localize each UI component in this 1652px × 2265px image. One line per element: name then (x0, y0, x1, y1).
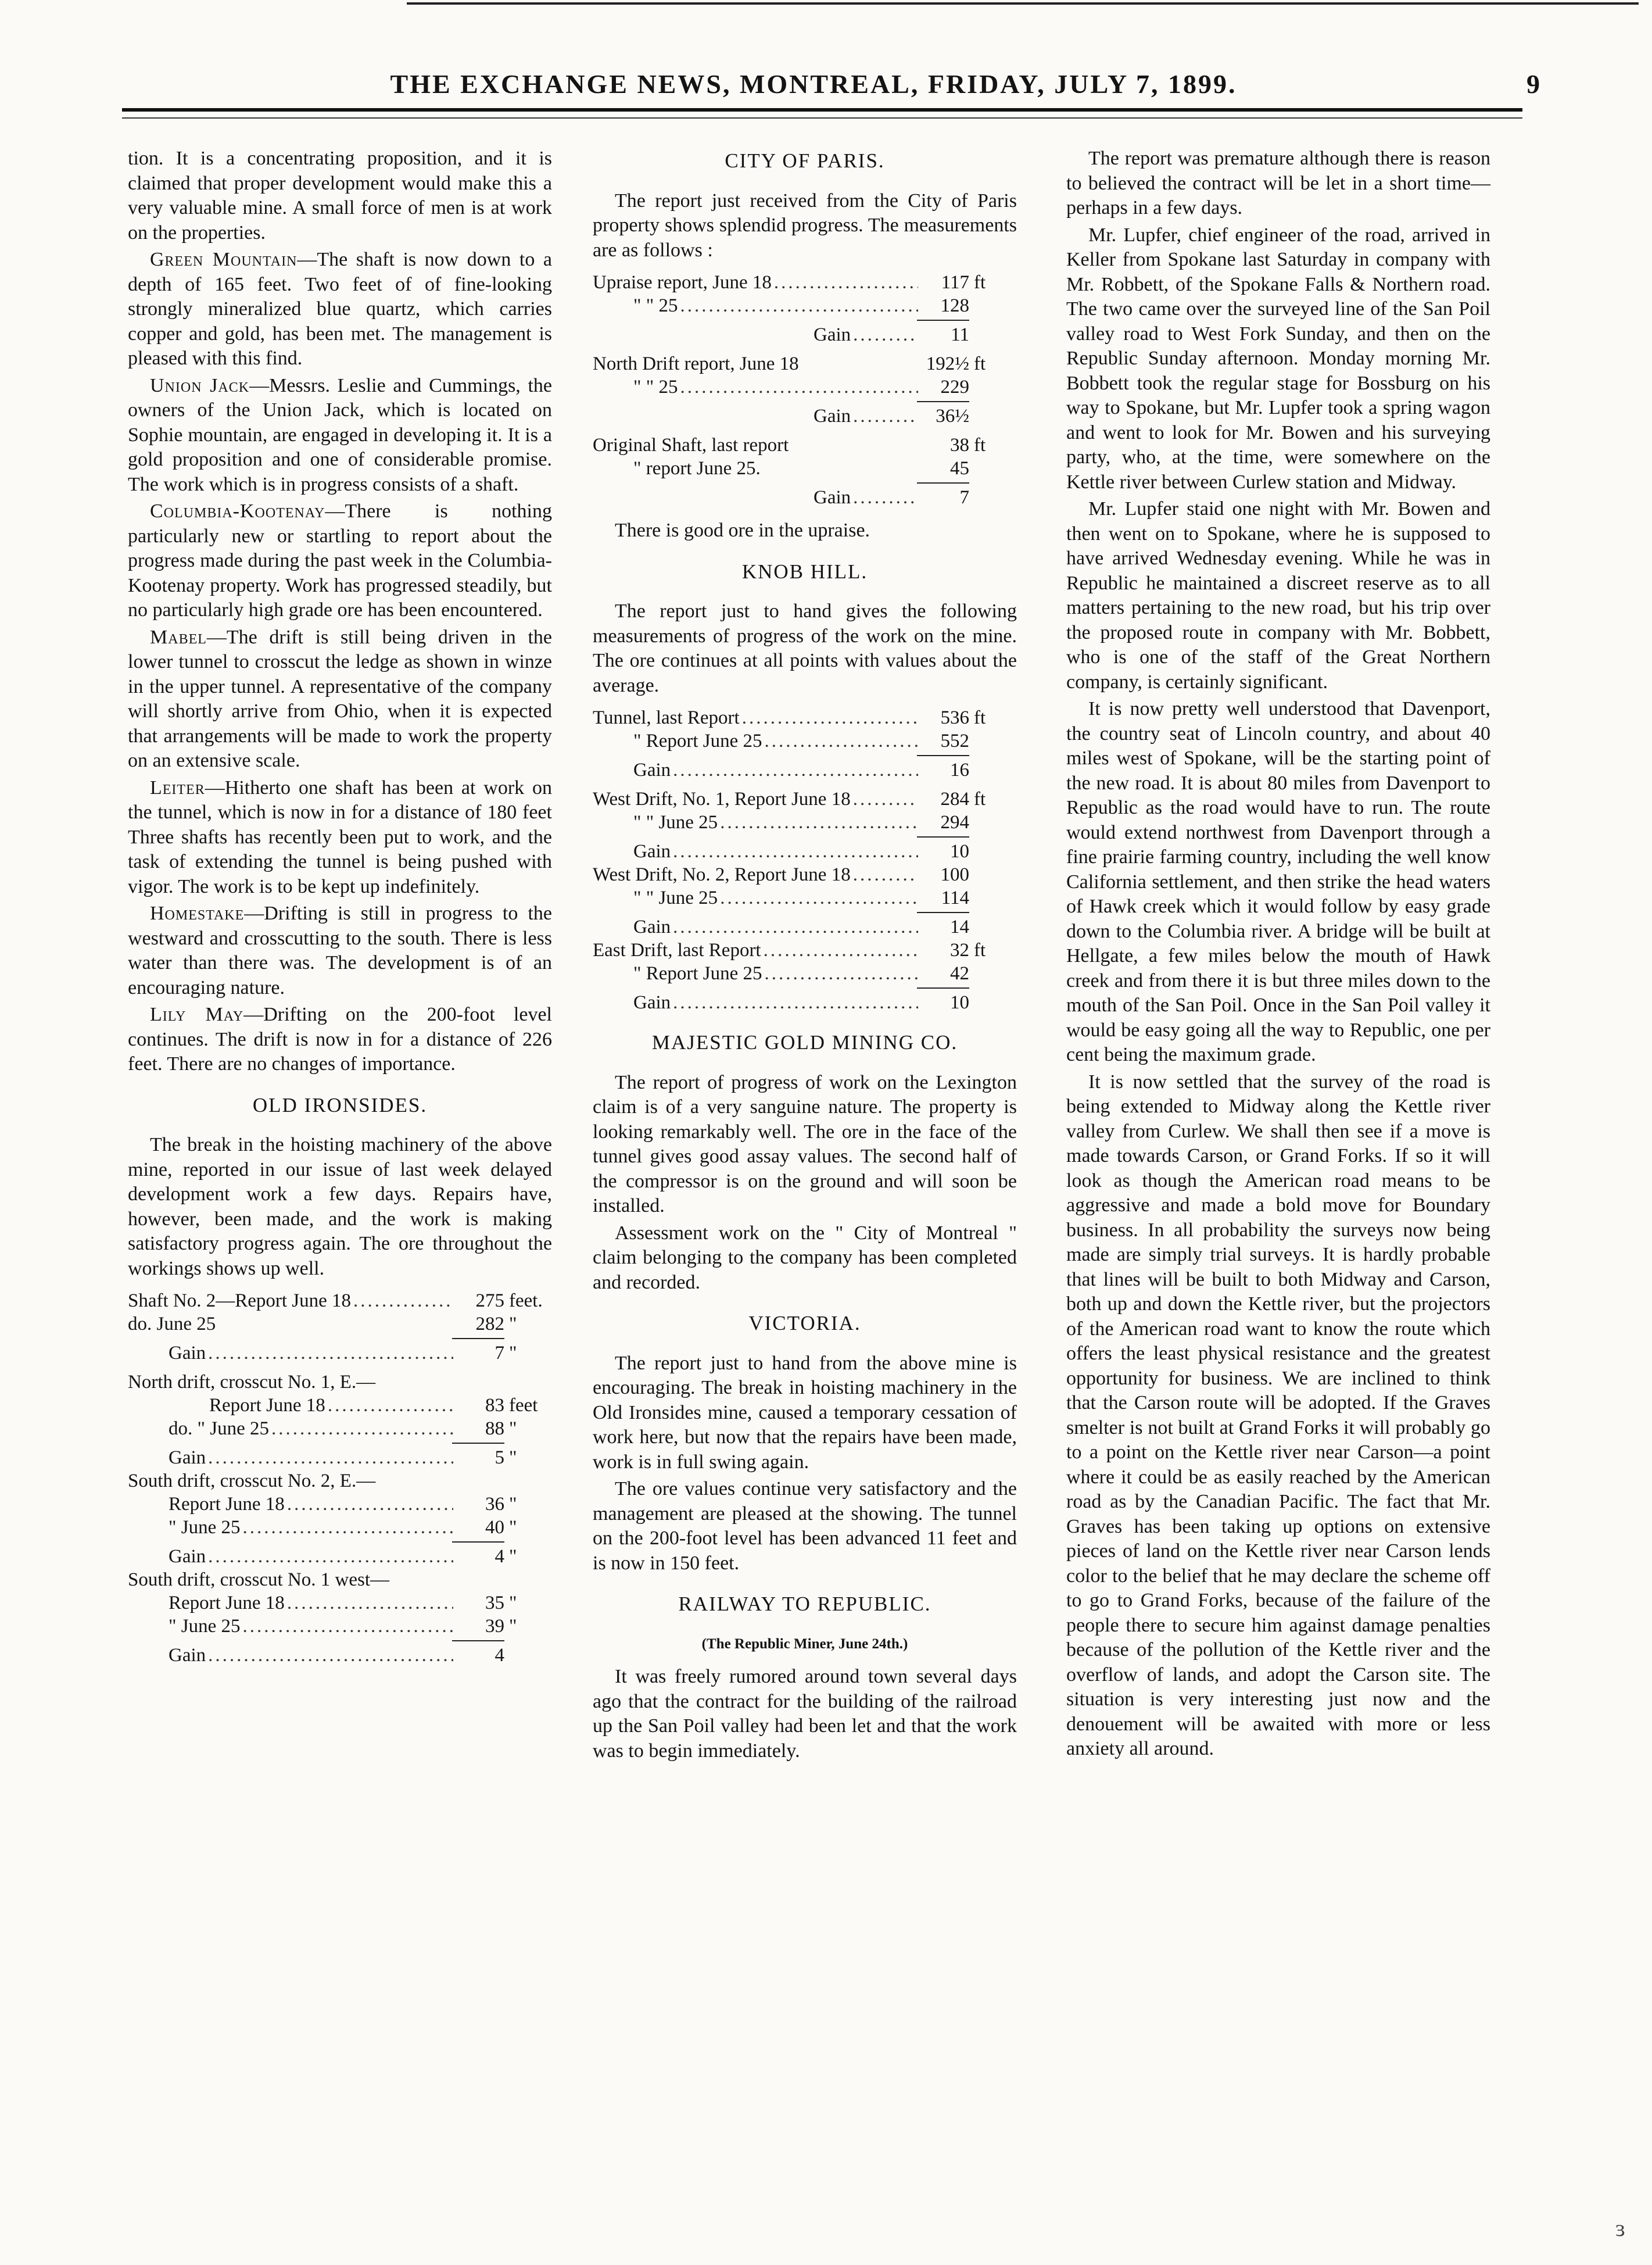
paragraph: The ore values continue very satisfactory and the management are pleased at the showing. The tunnel on the 200-foot level has been advanced 11 feet and is now in 150 feet. (593, 1478, 1017, 1574)
row-value: 229 (940, 377, 969, 398)
row-label: Gain (633, 760, 671, 781)
sum-rule (917, 836, 969, 838)
row-value: 294 (940, 812, 969, 833)
leader-dots (720, 811, 918, 834)
leader-dots (328, 1394, 453, 1417)
section-heading: RAILWAY TO REPUBLIC. (678, 1593, 931, 1615)
paragraph-lily-may (128, 1003, 552, 1077)
leader-dots (673, 840, 918, 863)
row-label: Report June 18 (209, 1395, 325, 1416)
table-row (128, 1469, 552, 1493)
column-1 (128, 146, 552, 1676)
paragraph-text: —The drift is still being driven in the lower tunnel to crosscut the ledge as shown in winze in the upper tunnel. A representative of the company will shortly arrive from Ohio, when it is expected that arrangements will be made to work the property on an extensive scale. (128, 626, 552, 771)
table-row (593, 886, 1017, 910)
row-unit: ft (974, 940, 986, 961)
paragraph: There is good ore in the upraise. (615, 520, 870, 541)
paragraph-text: —Drifting on the 200-foot level continues. The drift is now in for a distance of 226 feet. There are no changes of importance. (128, 1004, 552, 1075)
leader-dots (208, 1545, 453, 1568)
leader-dots (208, 1446, 453, 1469)
row-value: 4 (494, 1546, 504, 1567)
table-row-gain (128, 1545, 552, 1568)
newspaper-title: THE EXCHANGE NEWS, MONTREAL, FRIDAY, JULY 7, 1899. (390, 69, 1237, 99)
row-label: Upraise report, June 18 (593, 272, 772, 293)
leader-dots (673, 758, 918, 782)
paragraph: Assessment work on the " City of Montreal " claim belonging to the company has been completed and recorded. (593, 1222, 1017, 1293)
table-row (593, 729, 1017, 753)
row-value: 7 (959, 487, 969, 508)
row-label: " June 25 (169, 1616, 241, 1637)
row-label: South drift, crosscut No. 2, E.— (128, 1470, 376, 1491)
row-label: North drift, crosscut No. 1, E.— (128, 1372, 376, 1393)
paragraph-text: —There is nothing particularly new or startling to report about the progress made during the past week in the Columbia-Kootenay property. Work has progressed steadily, but no particularly high grade ore has been encountered. (128, 500, 552, 621)
leader-dots (680, 375, 918, 399)
row-label: West Drift, No. 1, Report June 18 (593, 789, 851, 810)
row-value: 5 (494, 1447, 504, 1468)
row-label: Shaft No. 2—Report June 18 (128, 1290, 352, 1311)
table-row-gain (128, 1446, 552, 1469)
sum-rule (452, 1640, 504, 1641)
leader-dots (853, 323, 918, 346)
table-row (593, 706, 1017, 729)
row-value: 10 (950, 992, 969, 1013)
leader-dots (742, 706, 918, 729)
row-unit: " (509, 1593, 517, 1613)
table-row (128, 1591, 552, 1615)
measurements-table-paris (593, 271, 1017, 509)
section-heading: CITY OF PARIS. (725, 149, 885, 172)
row-label: Tunnel, last Report (593, 707, 740, 728)
row-label: North Drift report, June 18 (593, 353, 799, 374)
row-value: 83 (485, 1395, 504, 1416)
row-label: Original Shaft, last report (593, 435, 789, 456)
row-label: " " June 25 (633, 812, 718, 833)
row-label: " report June 25. (633, 458, 761, 479)
row-value: 88 (485, 1418, 504, 1439)
leader-dots (673, 915, 918, 939)
row-label: do. " June 25 (169, 1418, 269, 1439)
sum-rule (917, 755, 969, 756)
leader-dots (853, 405, 918, 428)
table-row-gain (128, 1341, 552, 1365)
paragraph: The report just to hand from the above mine is encouraging. The break in hoisting machinery in the Old Ironsides mine, caused a temporary cessation of work here, but now that the repairs have been made, work is in full swing again. (593, 1352, 1017, 1473)
table-row (128, 1516, 552, 1539)
leader-dots (208, 1644, 453, 1667)
table-row (593, 939, 1017, 962)
table-row (128, 1371, 552, 1394)
table-row (128, 1289, 552, 1312)
paragraph: It was freely rumored around town several days ago that the contract for the building of the railroad up the San Poil valley had been let and that the work was to begin immediately. (593, 1666, 1017, 1762)
row-value: 42 (950, 963, 969, 984)
leader-dots (853, 788, 918, 811)
source-credit: (The Republic Miner, June 24th.) (701, 1636, 908, 1652)
leader-dots (853, 863, 918, 886)
paragraph: It is now pretty well understood that Davenport, the country seat of Lincoln country, and about 40 miles west of Spokane, will be the starting point of the new road. It is about 80 miles from Davenport to Republic as the road would have to run. The route would extend northwest from Davenport through a fine prairie farming country, including the well know California settlement, and then strike the head waters of Hawk creek which it would follow by easy grade down to the Columbia river. A bridge will be built at Hellgate, a few miles below the mouth of Hawk creek and from there it is but three miles down to the mouth of the San Poil. Once in the San Poil valley it would be easy going all the way to Republic, one per cent being the maximum grade. (1066, 698, 1490, 1065)
row-label: Gain (633, 917, 671, 938)
row-label: Report June 18 (169, 1494, 285, 1515)
row-value: 11 (951, 324, 969, 345)
leader-dots (680, 294, 918, 317)
row-label: Gain (169, 1447, 206, 1468)
table-row-gain (593, 405, 1017, 428)
leader-dots (853, 486, 918, 509)
row-unit: " (509, 1616, 517, 1637)
row-value: 284 (940, 789, 969, 810)
section-heading: KNOB HILL. (741, 560, 868, 583)
row-unit: " (509, 1314, 517, 1334)
leader-dots (242, 1615, 453, 1638)
row-unit: " (509, 1546, 517, 1567)
top-border-line (407, 2, 1639, 5)
row-label: " June 25 (169, 1517, 241, 1538)
row-label: Gain (814, 406, 851, 427)
row-value: 128 (940, 295, 969, 316)
paragraph-text: —The shaft is now down to a depth of 165 feet. Two feet of of fine-looking strongly mineralized blue quartz, which carries copper and gold, has been met. The management is pleased with this find. (128, 249, 552, 369)
row-label: Gain (169, 1645, 206, 1666)
leader-dots (353, 1289, 453, 1312)
row-label: Gain (169, 1546, 206, 1567)
lead-in: Union Jack (150, 374, 250, 396)
row-value: 192½ (926, 353, 969, 374)
paragraph-union-jack (128, 374, 552, 498)
paragraph: Mr. Lupfer staid one night with Mr. Bowen and then went on to Spokane, where he is supposed to have arrived Wednesday evening. While he was in Republic he maintained a discreet reserve as to all matters pertaining to the new road, but his trip over the proposed route in company with Mr. Bobbett, who is one of the staff of the Great Northern company, is certainly significant. (1066, 498, 1490, 693)
measurements-table-knob-hill (593, 706, 1017, 1014)
masthead-rule-thick (122, 108, 1522, 112)
row-label: Gain (814, 487, 851, 508)
row-unit: " (509, 1418, 517, 1439)
sum-rule (452, 1541, 504, 1543)
table-row (593, 863, 1017, 886)
leader-dots (765, 962, 918, 985)
row-unit: ft (974, 353, 986, 374)
paragraph: It is now settled that the survey of the road is being extended to Midway along the Kettle river valley from Curlew. We shall then see if a move is made towards Carson, or Grand Forks. If so it will look as though the American road means to be aggressive and made a bold move for Boundary business. In all probability the surveys now being made are simply trial surveys. It is hardly probable that lines will be built to both Midway and Carson, both up and down the Kettle river, but the projectors of the American road want to know the route which offers the least physical resistance and the greatest opportunity for business. We are inclined to think that the Carson route will be adopted. If the Graves smelter is not built at Grand Forks it will probably go to a point on the Kettle river near Carson—a point where it could be as easily reached by the American road as by the Canadian Pacific. The fact that Mr. Graves has been taking up options on extensive pieces of land on the Kettle river near Carson lends color to the belief that he may declare the scheme off to go to Grand Forks, because of the failure of the people there to secure him against damage penalties because of the pollution of the Kettle river and the overflow of lands, and adopt the Carson site. The situation is very interesting just now and the denouement will be awaited with more or less anxiety all around. (1066, 1071, 1490, 1759)
paragraph-leiter (128, 776, 552, 900)
leader-dots (208, 1341, 453, 1365)
margin-mark: ɜ (1615, 2215, 1625, 2241)
column-2 (593, 146, 1017, 1766)
table-row (593, 352, 1017, 375)
row-label: Gain (633, 841, 671, 862)
paragraph: tion. It is a concentrating proposition, and it is claimed that proper development would make this a very valuable mine. A small force of men is at work on the properties. (128, 148, 552, 244)
paragraph-homestake (128, 901, 552, 1000)
table-row (128, 1615, 552, 1638)
table-row (593, 962, 1017, 985)
row-label: " " June 25 (633, 888, 718, 908)
paragraph-columbia-kootenay (128, 499, 552, 623)
row-value: 10 (950, 841, 969, 862)
paragraph: Mr. Lupfer, chief engineer of the road, arrived in Keller from Spokane last Saturday in company with Mr. Robbett, of the Spokane Falls & Northern road. The two came over the surveyed line of the San Poil valley road to West Fork Sunday, and then on the Republic Sunday afternoon. Monday morning Mr. Bobbett took the regular stage for Bossburg on his way to Spokane, but Mr. Lupfer took a spring wagon and went to look for Mr. Bowen and his surveying party, who, at the time, were somewhere on the Kettle river between Curlew station and Midway. (1066, 224, 1490, 493)
page-number: 9 (1526, 69, 1540, 99)
row-value: 39 (485, 1616, 504, 1637)
row-value: 117 (941, 272, 969, 293)
lead-in: Columbia-Kootenay (150, 500, 325, 522)
row-value: 38 (950, 435, 969, 456)
lead-in: Homestake (150, 903, 245, 924)
row-unit: " (509, 1494, 517, 1515)
row-unit: ft (974, 435, 986, 456)
row-value: 36½ (936, 406, 969, 427)
sum-rule (917, 401, 969, 402)
section-heading: OLD IRONSIDES. (252, 1093, 428, 1117)
lead-in: Green Mountain (150, 249, 298, 270)
table-row (128, 1568, 552, 1591)
table-row (128, 1312, 552, 1336)
paragraph-text: —Drifting is still in progress to the westward and crosscutting to the south. There is less water than there was. The development is of an encouraging nature. (128, 903, 552, 999)
row-value: 45 (950, 458, 969, 479)
row-value: 35 (485, 1593, 504, 1613)
sum-rule (917, 482, 969, 484)
row-label: " Report June 25 (633, 731, 762, 752)
row-label: East Drift, last Report (593, 940, 761, 961)
column-3 (1066, 146, 1490, 1764)
paragraph: The report just to hand gives the following measurements of progress of the work on the mine. The ore continues at all points with values about the average. (593, 600, 1017, 696)
row-label: Gain (814, 324, 851, 345)
table-row (593, 294, 1017, 317)
leader-dots (287, 1493, 453, 1516)
paragraph-text: —Hitherto one shaft has been at work on the tunnel, which is now in for a distance of 180 feet Three shafts has recently been put to work, and the task of extending the tunnel is being pushed with vigor. The work is to be kept up indefinitely. (128, 777, 552, 897)
table-row (593, 788, 1017, 811)
row-unit: ft (974, 789, 986, 810)
table-row-gain (593, 840, 1017, 863)
row-unit: ft (974, 272, 986, 293)
row-unit: ft (974, 707, 986, 728)
sum-rule (452, 1443, 504, 1444)
row-value: 275 (475, 1290, 504, 1311)
paragraph-green-mountain (128, 248, 552, 371)
row-label: South drift, crosscut No. 1 west— (128, 1569, 390, 1590)
lead-in: Mabel (150, 626, 207, 648)
row-value: 32 (950, 940, 969, 961)
table-row (128, 1417, 552, 1440)
leader-dots (242, 1516, 453, 1539)
row-value: 16 (950, 760, 969, 781)
row-unit: feet (509, 1395, 538, 1416)
row-value: 7 (494, 1343, 504, 1364)
row-unit: " (509, 1517, 517, 1538)
table-row-gain (593, 323, 1017, 346)
table-row-gain (593, 915, 1017, 939)
row-value: 100 (940, 864, 969, 885)
leader-dots (287, 1591, 453, 1615)
section-heading: VICTORIA. (748, 1312, 861, 1334)
table-row (593, 434, 1017, 457)
leader-dots (764, 939, 918, 962)
table-row-gain (593, 486, 1017, 509)
table-row-gain (128, 1644, 552, 1667)
sum-rule (452, 1338, 504, 1339)
paragraph-mabel (128, 625, 552, 774)
row-value: 552 (940, 731, 969, 752)
masthead-rule-thin (122, 117, 1522, 119)
table-row (128, 1493, 552, 1516)
paragraph: The report was premature although there is reason to believed the contract will be let in a short time—perhaps in a few days. (1066, 148, 1490, 219)
row-value: 114 (941, 888, 969, 908)
paragraph: The break in the hoisting machinery of the above mine, reported in our issue of last week delayed development work a few days. Repairs have, however, been made, and the work is making satisfactory progress again. The ore throughout the workings shows up well. (128, 1134, 552, 1279)
measurements-table (128, 1289, 552, 1667)
table-row (593, 375, 1017, 399)
table-row (593, 811, 1017, 834)
row-value: 536 (940, 707, 969, 728)
leader-dots (271, 1417, 453, 1440)
row-value: 40 (485, 1517, 504, 1538)
row-unit: " (509, 1447, 517, 1468)
leader-dots (673, 991, 918, 1014)
table-row (593, 457, 1017, 480)
row-label: West Drift, No. 2, Report June 18 (593, 864, 851, 885)
table-row-gain (593, 991, 1017, 1014)
row-label: " Report June 25 (633, 963, 762, 984)
row-unit: " (509, 1343, 517, 1364)
row-value: 282 (475, 1314, 504, 1334)
row-value: 14 (950, 917, 969, 938)
leader-dots (765, 729, 918, 753)
row-label: " " 25 (633, 295, 678, 316)
table-row (593, 271, 1017, 294)
table-row-gain (593, 758, 1017, 782)
row-unit: feet. (509, 1290, 543, 1311)
sum-rule (917, 987, 969, 989)
sum-rule (917, 912, 969, 913)
lead-in: Leiter (150, 777, 205, 799)
row-label: Gain (169, 1343, 206, 1364)
row-value: 36 (485, 1494, 504, 1515)
leader-dots (774, 271, 918, 294)
paragraph-text: —Messrs. Leslie and Cummings, the owners of the Union Jack, which is located on Sophie mountain, are engaged in developing it. It is a gold proposition and one of considerable promise. The work which is in progress consists of a shaft. (128, 374, 552, 495)
row-label: Gain (633, 992, 671, 1013)
paragraph: The report just received from the City of Paris property shows splendid progress. The measurements are as follows : (593, 189, 1017, 261)
row-label: Report June 18 (169, 1593, 285, 1613)
sum-rule (917, 320, 969, 321)
lead-in: Lily May (150, 1004, 244, 1025)
paragraph: The report of progress of work on the Lexington claim is of a very sanguine nature. The property is looking remarkably well. The ore in the face of the tunnel gives good assay values. The second half of the compressor is on the ground and will soon be installed. (593, 1071, 1017, 1216)
row-label: do. June 25 (128, 1314, 216, 1334)
row-label: " " 25 (633, 377, 678, 398)
leader-dots (720, 886, 918, 910)
row-value: 4 (494, 1645, 504, 1666)
section-heading: MAJESTIC GOLD MINING CO. (651, 1031, 958, 1054)
table-row (128, 1394, 552, 1417)
